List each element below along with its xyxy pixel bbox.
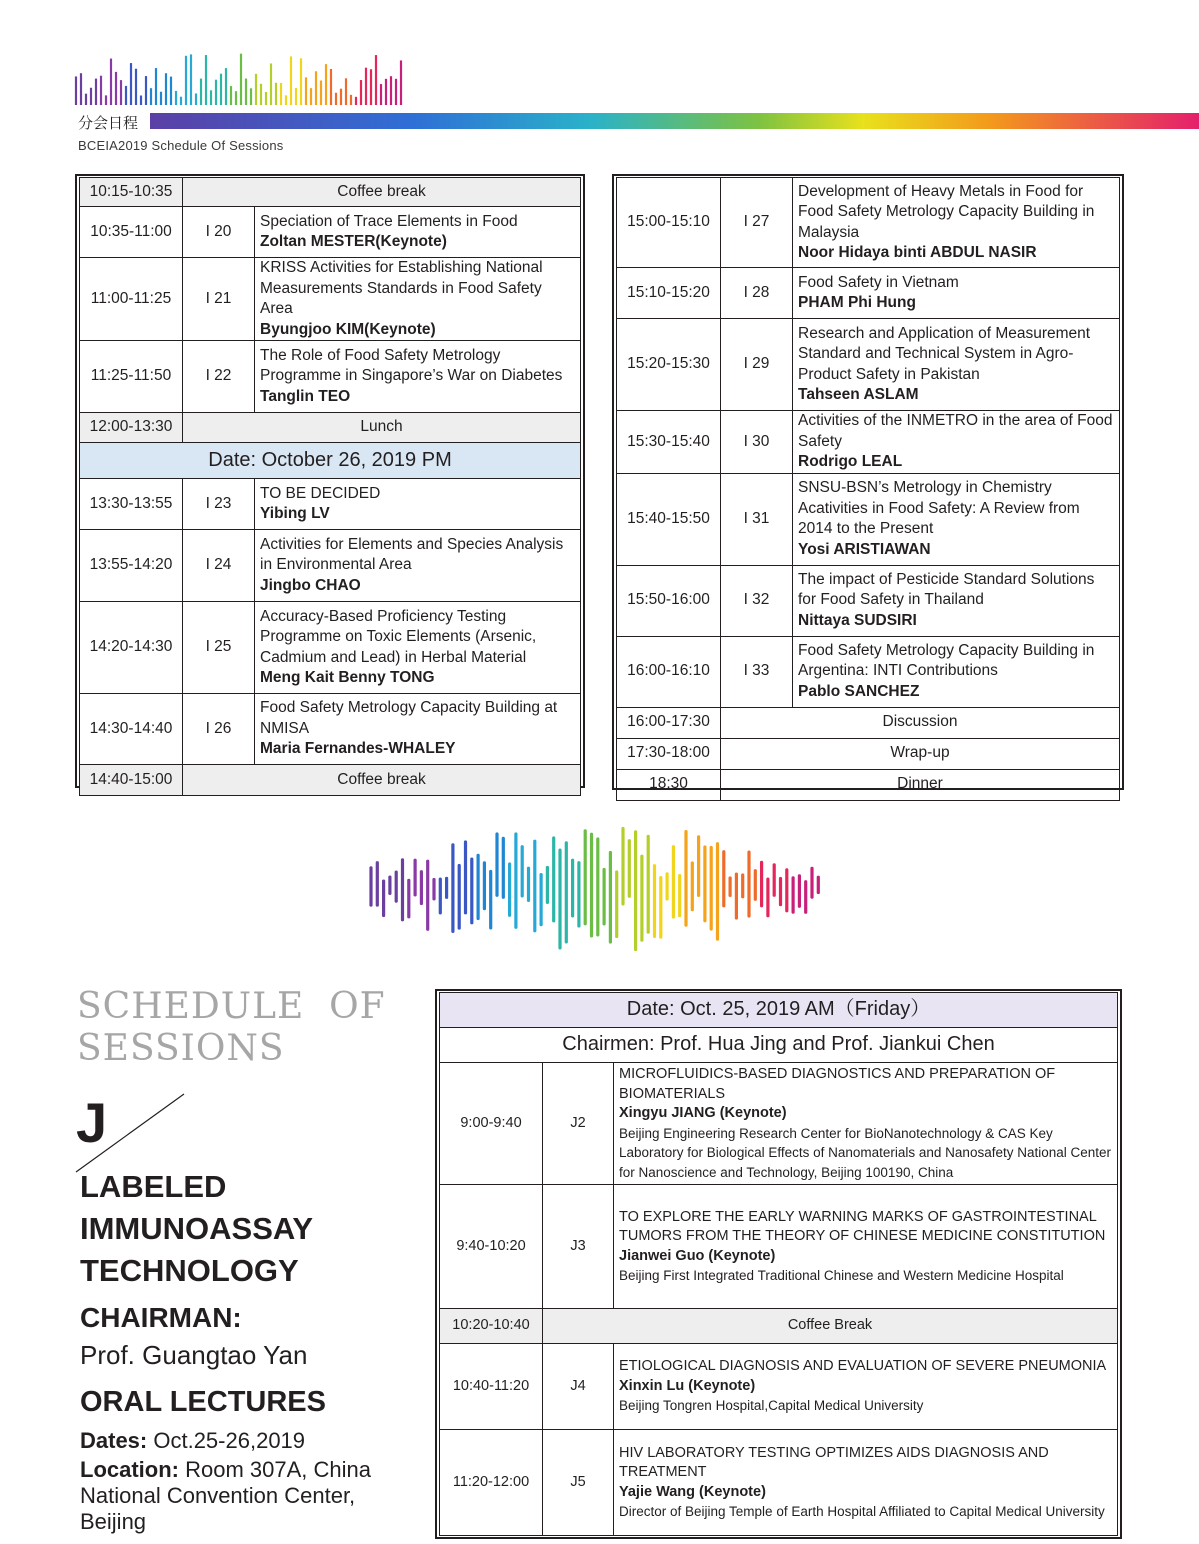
header-chinese-title: 分会日程 <box>78 114 139 132</box>
talk-speaker: Yosi ARISTIAWAN <box>798 540 931 558</box>
talk-title: Research and Application of Measurement Standard and Technical System in Agro-Product Safety in Pakistan <box>798 324 1091 383</box>
talk-cell <box>255 602 581 694</box>
right-schedule-table <box>616 177 1120 801</box>
time-cell: 9:40-10:20 <box>440 1185 543 1309</box>
talk-speaker: Yibing LV <box>260 505 330 522</box>
schedule-of-sessions-heading <box>77 986 386 1070</box>
talk-title: KRISS Activities for Establishing National Measurements Standards in Food Safety Area <box>260 259 543 317</box>
bceia-logo-waveform <box>74 50 406 106</box>
time-cell: 9:00-9:40 <box>440 1063 543 1185</box>
schedule-row <box>617 707 1120 738</box>
time-cell: 15:00-15:10 <box>617 178 721 268</box>
j-chairmen-header: Chairmen: Prof. Hua Jing and Prof. Jiankui Chen <box>440 1028 1118 1063</box>
schedule-row <box>80 765 581 796</box>
talk-title: Activities for Elements and Species Analysis in Environmental Area <box>260 535 564 574</box>
chairman-name: Prof. Guangtao Yan <box>80 1340 308 1370</box>
time-cell: 13:55-14:20 <box>80 530 183 602</box>
session-j-table <box>439 992 1118 1536</box>
session-divider-slash <box>74 1092 186 1174</box>
header-english-title: BCEIA2019 Schedule Of Sessions <box>78 138 284 153</box>
session-topic <box>80 1166 313 1292</box>
talk-title: MICROFLUIDICS-BASED DIAGNOSTICS AND PREPARATION OF BIOMATERIALS <box>619 1066 1056 1102</box>
schedule-row <box>80 413 581 443</box>
time-cell: 10:40-11:20 <box>440 1344 543 1430</box>
talk-title: Accuracy-Based Proficiency Testing Programme on Toxic Elements (Arsenic, Cadmium and Lead) in Herbal Material <box>260 607 537 666</box>
talk-speaker: PHAM Phi Hung <box>798 294 916 311</box>
time-cell: 15:40-15:50 <box>617 473 721 565</box>
session-location <box>80 1457 400 1535</box>
talk-title: The impact of Pesticide Standard Solutions for Food Safety in Thailand <box>798 570 1095 609</box>
time-cell: 16:00-16:10 <box>617 636 721 707</box>
talk-cell <box>793 565 1120 636</box>
talk-code: I 32 <box>721 565 793 636</box>
schedule-row <box>80 479 581 530</box>
talk-code: I 25 <box>183 602 255 694</box>
talk-title: The Role of Food Safety Metrology Programme in Singapore’s War on Diabetes <box>260 346 563 385</box>
schedule-row <box>617 268 1120 319</box>
break-label: Coffee Break <box>543 1309 1118 1344</box>
talk-title: Food Safety in Vietnam <box>798 273 959 291</box>
time-cell: 14:40-15:00 <box>80 765 183 796</box>
schedule-row <box>617 738 1120 769</box>
talk-code: J5 <box>543 1430 614 1536</box>
talk-code: I 24 <box>183 530 255 602</box>
location-label: Location: <box>80 1457 179 1482</box>
talk-cell <box>614 1430 1118 1536</box>
time-cell: 15:30-15:40 <box>617 411 721 474</box>
talk-title: Speciation of Trace Elements in Food <box>260 212 518 230</box>
break-label: Coffee break <box>183 178 581 207</box>
talk-speaker: Noor Hidaya binti ABDUL NASIR <box>798 244 1037 261</box>
talk-code: I 28 <box>721 268 793 319</box>
talk-cell <box>255 530 581 602</box>
talk-cell <box>255 207 581 258</box>
header-gradient-bar <box>150 113 1199 129</box>
schedule-row <box>617 473 1120 565</box>
session-letter: J <box>76 1091 108 1154</box>
oral-lectures-label: ORAL LECTURES <box>80 1386 326 1418</box>
session-topic-line-1: LABELED <box>80 1169 227 1204</box>
talk-speaker: Byungjoo KIM(Keynote) <box>260 320 436 338</box>
talk-speaker: Meng Kait Benny TONG <box>260 669 435 686</box>
talk-code: I 23 <box>183 479 255 530</box>
schedule-row <box>80 530 581 602</box>
time-cell: 15:20-15:30 <box>617 319 721 411</box>
time-cell: 10:35-11:00 <box>80 207 183 258</box>
break-label: Wrap-up <box>721 738 1120 769</box>
schedule-row <box>80 694 581 765</box>
talk-title: Activities of the INMETRO in the area of Food Safety <box>798 412 1113 450</box>
talk-title: ETIOLOGICAL DIAGNOSIS AND EVALUATION OF SEVERE PNEUMONIA <box>619 1358 1107 1375</box>
talk-code: I 27 <box>721 178 793 268</box>
time-cell: 11:00-11:25 <box>80 258 183 341</box>
talk-speaker: Jingbo CHAO <box>260 576 361 594</box>
talk-cell <box>255 479 581 530</box>
schedule-row <box>80 178 581 207</box>
schedule-row <box>617 178 1120 268</box>
time-cell: 16:00-17:30 <box>617 707 721 738</box>
talk-title: Food Safety Metrology Capacity Building at NMISA <box>260 699 558 737</box>
talk-code: I 21 <box>183 258 255 341</box>
date-header: Date: October 26, 2019 PM <box>80 443 581 479</box>
talk-speaker: Rodrigo LEAL <box>798 453 903 470</box>
dates-value: Oct.25-26,2019 <box>147 1428 306 1453</box>
talk-cell <box>614 1344 1118 1430</box>
talk-title: SNSU-BSN’s Metrology in Chemistry Acativities in Food Safety: A Review from 2014 to the Present <box>798 479 1080 537</box>
talk-cell <box>614 1063 1118 1185</box>
talk-affiliation: Beijing Tongren Hospital,Capital Medical University <box>619 1398 924 1414</box>
talk-code: I 22 <box>183 341 255 413</box>
session-topic-line-2: IMMUNOASSAY <box>80 1211 314 1246</box>
time-cell: 18:30 <box>617 769 721 800</box>
j-date-header: Date: Oct. 25, 2019 AM（Friday） <box>440 993 1118 1028</box>
time-cell: 10:15-10:35 <box>80 178 183 207</box>
session-dates <box>80 1428 305 1454</box>
j-schedule-row <box>440 1430 1118 1536</box>
talk-code: J2 <box>543 1063 614 1185</box>
break-label: Coffee break <box>183 765 581 796</box>
chairman-label: CHAIRMAN: <box>80 1302 242 1333</box>
talk-speaker: Pablo SANCHEZ <box>798 682 920 700</box>
talk-cell <box>793 411 1120 474</box>
talk-affiliation: Beijing Engineering Research Center for BioNanotechnology & CAS Key Laboratory for Biological Effects of Nanomaterials and Nanosafety National Center for Nanoscience and Technology, Beijing 100190, China <box>619 1125 1112 1180</box>
schedule-row <box>617 411 1120 474</box>
talk-code: I 20 <box>183 207 255 258</box>
talk-cell <box>255 258 581 341</box>
time-cell: 17:30-18:00 <box>617 738 721 769</box>
talk-cell <box>793 473 1120 565</box>
talk-code: I 33 <box>721 636 793 707</box>
time-cell: 14:30-14:40 <box>80 694 183 765</box>
location-value: Room 307A, China National Convention Center, Beijing <box>80 1457 371 1534</box>
talk-speaker: Jianwei Guo (Keynote) <box>619 1247 776 1264</box>
talk-cell <box>793 268 1120 319</box>
schedule-row <box>617 636 1120 707</box>
talk-speaker: Tahseen ASLAM <box>798 386 919 403</box>
schedule-heading-line-1: SCHEDULE OF <box>77 986 386 1027</box>
schedule-row <box>80 443 581 479</box>
talk-affiliation: Beijing First Integrated Traditional Chinese and Western Medicine Hospital <box>619 1268 1064 1283</box>
talk-speaker: Maria Fernandes-WHALEY <box>260 740 456 758</box>
schedule-heading-line-2: SESSIONS <box>77 1028 285 1069</box>
talk-code: I 31 <box>721 473 793 565</box>
talk-title: Food Safety Metrology Capacity Building in Argentina: INTI Contributions <box>798 641 1095 680</box>
time-cell: 11:20-12:00 <box>440 1430 543 1536</box>
talk-cell <box>793 178 1120 268</box>
schedule-row <box>617 319 1120 411</box>
time-cell: 14:20-14:30 <box>80 602 183 694</box>
talk-speaker: Zoltan MESTER(Keynote) <box>260 233 447 250</box>
break-label: Dinner <box>721 769 1120 800</box>
talk-code: I 26 <box>183 694 255 765</box>
schedule-row <box>80 258 581 341</box>
j-schedule-row <box>440 1185 1118 1309</box>
j-schedule-row <box>440 1309 1118 1344</box>
talk-title: HIV LABORATORY TESTING OPTIMIZES AIDS DIAGNOSIS AND TREATMENT <box>619 1444 1049 1480</box>
schedule-row <box>80 602 581 694</box>
break-label: Lunch <box>183 413 581 443</box>
talk-title: TO BE DECIDED <box>260 484 381 502</box>
time-cell: 13:30-13:55 <box>80 479 183 530</box>
left-schedule-table <box>79 177 581 796</box>
time-cell: 15:10-15:20 <box>617 268 721 319</box>
talk-speaker: Xingyu JIANG (Keynote) <box>619 1105 787 1121</box>
talk-cell <box>793 636 1120 707</box>
talk-title: Development of Heavy Metals in Food for Food Safety Metrology Capacity Building in Malaysia <box>798 182 1095 241</box>
dates-label: Dates: <box>80 1428 148 1453</box>
talk-title: TO EXPLORE THE EARLY WARNING MARKS OF GASTROINTESTINAL TUMORS FROM THE THEORY OF CHINESE MEDICINE CONSTITUTION <box>619 1208 1106 1244</box>
schedule-row <box>617 565 1120 636</box>
talk-code: I 30 <box>721 411 793 474</box>
break-label: Discussion <box>721 707 1120 738</box>
schedule-row <box>80 207 581 258</box>
talk-code: J3 <box>543 1185 614 1309</box>
time-cell: 15:50-16:00 <box>617 565 721 636</box>
talk-code: I 29 <box>721 319 793 411</box>
session-topic-line-3: TECHNOLOGY <box>80 1253 299 1288</box>
talk-speaker: Xinxin Lu (Keynote) <box>619 1377 756 1394</box>
talk-cell <box>255 694 581 765</box>
schedule-row <box>617 769 1120 800</box>
talk-cell <box>793 319 1120 411</box>
talk-affiliation: Director of Beijing Temple of Earth Hospital Affiliated to Capital Medical University <box>619 1504 1105 1519</box>
schedule-row <box>80 341 581 413</box>
decorative-waveform <box>368 820 826 956</box>
talk-speaker: Tanglin TEO <box>260 387 351 405</box>
j-schedule-row <box>440 1344 1118 1430</box>
j-schedule-row <box>440 1063 1118 1185</box>
talk-cell <box>255 341 581 413</box>
talk-cell <box>614 1185 1118 1309</box>
talk-speaker: Yajie Wang (Keynote) <box>619 1483 766 1500</box>
talk-code: J4 <box>543 1344 614 1430</box>
time-cell: 10:20-10:40 <box>440 1309 543 1344</box>
time-cell: 11:25-11:50 <box>80 341 183 413</box>
talk-speaker: Nittaya SUDSIRI <box>798 611 917 629</box>
time-cell: 12:00-13:30 <box>80 413 183 443</box>
